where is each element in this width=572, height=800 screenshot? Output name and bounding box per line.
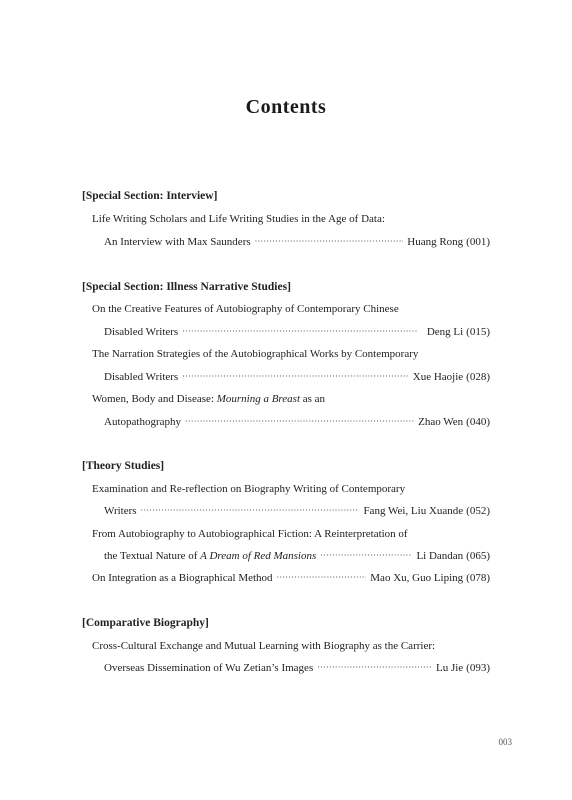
entry-author: Zhao Wen	[418, 416, 464, 428]
dot-leader	[255, 234, 404, 250]
dot-leader	[317, 660, 432, 676]
title-text: the Textual Nature of	[104, 550, 201, 562]
entry-title: An Interview with Max Saunders	[104, 236, 251, 248]
entry-title	[104, 548, 316, 564]
toc-entry[interactable]	[104, 503, 490, 519]
title-italic-text: A Dream of Red Mansions	[200, 550, 317, 562]
dot-leader	[320, 548, 412, 564]
entry-title-line: The Narration Strategies of the Autobiographical Works by Contemporary	[92, 348, 419, 360]
section-heading-illness-narrative: [Special Section: Illness Narrative Studies]	[82, 281, 291, 293]
entry-title-line: Life Writing Scholars and Life Writing Studies in the Age of Data:	[92, 213, 385, 225]
toc-entry[interactable]	[104, 324, 490, 340]
section-heading-comparative: [Comparative Biography]	[82, 617, 209, 629]
entry-title-line: Cross-Cultural Exchange and Mutual Learning with Biography as the Carrier:	[92, 640, 436, 652]
title-text: Women, Body and Disease:	[92, 393, 217, 405]
entry-title-line: From Autobiography to Autobiographical Fiction: A Reinterpretation of	[92, 528, 408, 540]
section-heading-theory: [Theory Studies]	[82, 460, 165, 472]
section-heading-interview: [Special Section: Interview]	[82, 190, 218, 202]
entry-title-line	[92, 391, 325, 407]
dot-leader	[141, 503, 360, 519]
entry-author: Lu Jie	[435, 662, 464, 674]
entry-title: Autopathography	[104, 416, 181, 428]
entry-author: Deng Li	[426, 326, 464, 338]
entry-author: Huang Rong	[407, 236, 464, 248]
entry-page-number: (040)	[466, 416, 490, 428]
toc-entry[interactable]	[104, 369, 490, 385]
entry-title: Writers	[104, 505, 137, 517]
dot-leader	[182, 369, 409, 385]
entry-author: Mao Xu, Guo Liping	[370, 572, 464, 584]
dot-leader	[185, 414, 414, 430]
entry-page-number: (028)	[466, 371, 490, 383]
entry-title: Disabled Writers	[104, 371, 179, 383]
toc-entry[interactable]	[104, 234, 490, 250]
dot-leader	[277, 570, 367, 586]
entry-title-line: Examination and Re-reflection on Biography Writing of Contemporary	[92, 483, 406, 495]
entry-page-number: (093)	[466, 662, 490, 674]
entry-title: On Integration as a Biographical Method	[92, 572, 273, 584]
entry-title-line: On the Creative Features of Autobiography of Contemporary Chinese	[92, 303, 399, 315]
entry-title: Disabled Writers	[104, 326, 179, 338]
toc-entry[interactable]	[92, 570, 490, 586]
entry-page-number: (052)	[466, 505, 490, 517]
entry-title: Overseas Dissemination of Wu Zetian’s Images	[104, 662, 314, 674]
entry-author: Xue Haojie	[412, 371, 464, 383]
page-title: Contents	[245, 96, 327, 118]
title-italic-text: Mourning a Breast	[216, 393, 300, 405]
entry-page-number: (065)	[466, 550, 490, 562]
entry-page-number: (001)	[466, 236, 490, 248]
toc-entry[interactable]	[104, 548, 490, 564]
dot-leader	[182, 324, 423, 340]
entry-author: Li Dandan	[416, 550, 464, 562]
entry-page-number: (078)	[466, 572, 490, 584]
toc-entry[interactable]	[104, 660, 490, 676]
entry-author: Fang Wei, Liu Xuande	[363, 505, 464, 517]
title-text: as an	[300, 393, 326, 405]
toc-entry[interactable]	[104, 414, 490, 430]
entry-page-number: (015)	[466, 326, 490, 338]
page-number: 003	[498, 737, 512, 747]
